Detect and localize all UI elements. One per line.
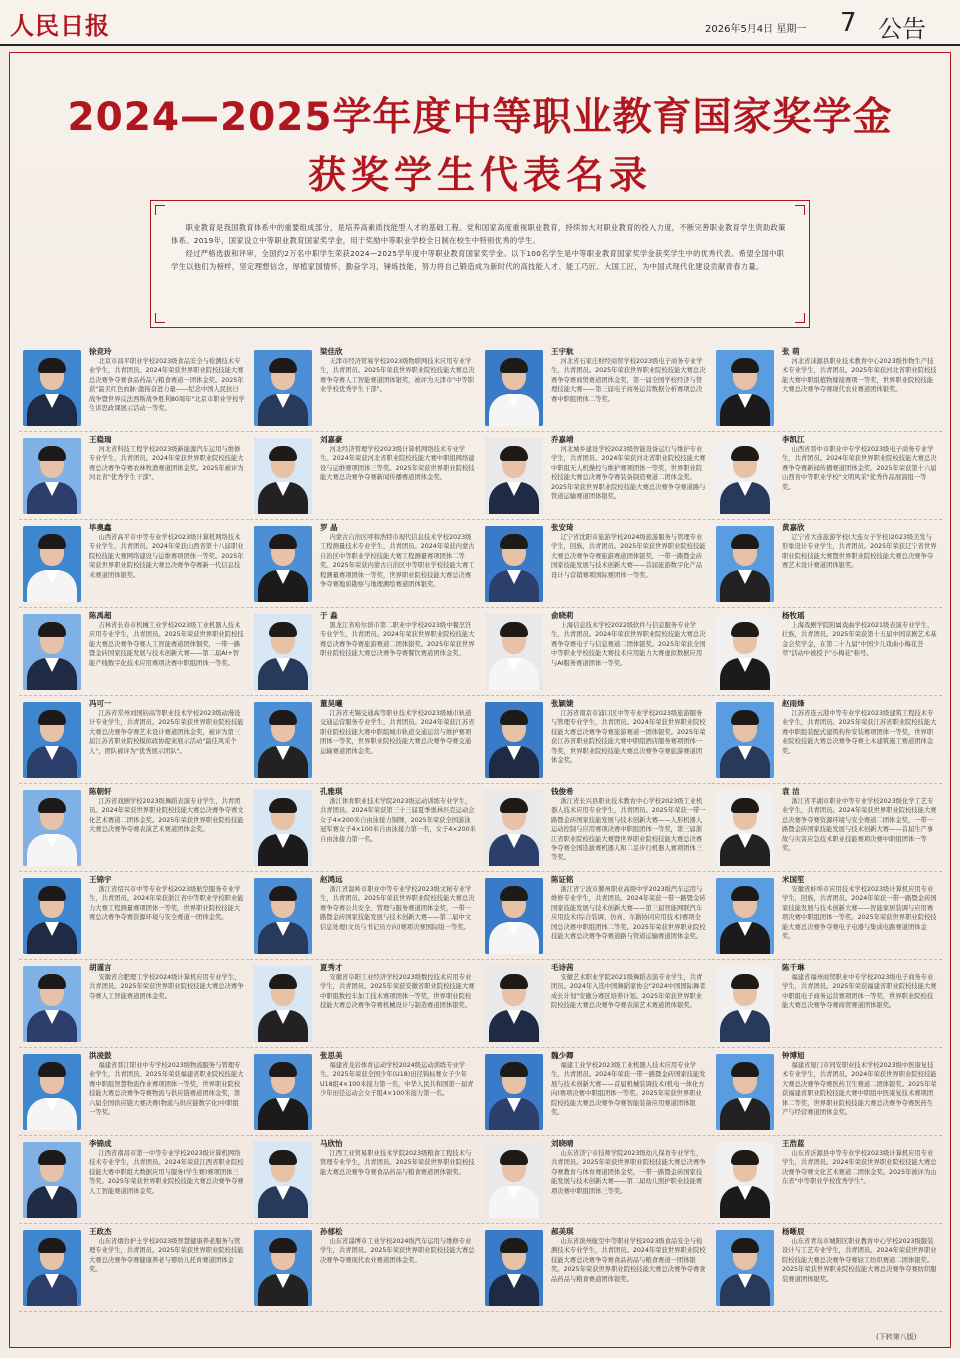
student-entry bbox=[250, 784, 480, 872]
student-entry bbox=[712, 784, 942, 872]
student-name: 于 淼 bbox=[320, 611, 338, 620]
student-entry bbox=[250, 520, 480, 608]
student-entry bbox=[481, 1136, 711, 1224]
student-entry bbox=[712, 1048, 942, 1136]
student-entry bbox=[19, 784, 249, 872]
student-entry bbox=[712, 608, 942, 696]
student-name: 孔雅琪 bbox=[320, 787, 343, 796]
student-photo bbox=[716, 614, 774, 690]
student-photo bbox=[716, 966, 774, 1042]
student-description: 山东省淄博市工业学校2024级汽车运用与维修专业学生，共青团员。2025年荣获世界职业院校技能大赛总决赛争夺赛现代农业赛道团体金奖。 bbox=[320, 1238, 475, 1264]
student-description: 山西省晋中市职业中专学校2023级电子商务专业学生，共青团员。2024年荣获世界职业院校技能大赛总决赛争夺赛新闻传播赛道团体金奖。2025年荣获第十六届山西省中等职业学校"文明风采"优秀作品展演组一等奖。 bbox=[782, 446, 937, 491]
student-photo bbox=[716, 438, 774, 514]
student-photo bbox=[485, 350, 543, 426]
student-name: 张 萌 bbox=[782, 347, 800, 356]
issue-date: 2026年5月4日 星期一 bbox=[705, 24, 807, 35]
masthead bbox=[0, 0, 960, 46]
student-entry bbox=[250, 608, 480, 696]
student-photo bbox=[23, 966, 81, 1042]
student-photo bbox=[254, 1054, 312, 1130]
headline-line-2: 获奖学生代表名录 bbox=[307, 153, 652, 197]
student-name: 冯可一 bbox=[89, 699, 112, 708]
student-description: 浙江省温岭市职业中等专业学校2023级文秘专业学生，共青团员。2025年荣获世界职业院校技能大赛总决赛争夺赛公共安全、管理与服务赛道团体金奖，一带一路暨金砖国家技能发展与技术创新大赛——第二届中文信息处理(文员与书记员方向)赛项决赛国际组一等奖。 bbox=[320, 886, 475, 931]
student-entry bbox=[250, 432, 480, 520]
student-entry bbox=[712, 872, 942, 960]
student-photo bbox=[254, 438, 312, 514]
student-name: 陈证铭 bbox=[551, 875, 574, 884]
student-description: 北京市昌平职业学校2023级食品安全与检测技术专业学生，共青团员。2024年荣获世界职业院校技能大赛总决赛争夺赛食品药品与粮食赛道一团体金奖。2025年获"最美红色血脉·激扬奋进力量——纪念中国人民抗日战争暨世界反法西斯战争胜利80周年"北京市职业学校学生讲思政课展示活动一等奖。 bbox=[89, 358, 245, 413]
student-entry bbox=[19, 1048, 249, 1136]
student-photo bbox=[485, 966, 543, 1042]
student-photo bbox=[485, 1230, 543, 1306]
student-photo bbox=[254, 878, 312, 954]
student-name: 夏秀才 bbox=[320, 963, 343, 972]
student-entry bbox=[250, 696, 480, 784]
student-description: 安徽省合肥理工学校2024级计算机应用专业学生，共青团员。2025年荣获世界职业院校技能大赛总决赛争夺赛人工智能赛道团体金奖。 bbox=[89, 974, 244, 1000]
intro-paragraph-2: 经过严格选拔和评审，全国约2万名中职学生荣获2024—2025学年度中等职业教育国家奖学金。以下100名学生是中等职业教育国家奖学金获奖学生中的优秀代表。希望全国中职学生以他们为榜样，坚定理想信念，厚植家国情怀，勤奋学习，锤炼技能，努力将自己锻造成为新时代的高技能人才、能工巧匠、大国工匠，为中国式现代化建设贡献青春力量。 bbox=[171, 249, 785, 271]
student-name: 罗 晶 bbox=[320, 523, 338, 532]
student-entry bbox=[19, 608, 249, 696]
student-entry bbox=[481, 608, 711, 696]
student-description: 江苏省南京市浦口区中等专业学校2023级旅游服务与管理专业学生，共青团员。2024年荣获世界职业院校技能大赛总决赛争夺赛旅游赛道一团体银奖。2025年荣获江苏省职业院校技能大赛中职组酒店服务赛项团体一等奖，世界职业院校技能大赛总决赛争夺赛旅游赛道团体金奖。 bbox=[551, 710, 706, 765]
student-description: 山东省济宁市技师学院2023级幼儿保育专业学生，共青团员。2025年荣获世界职业院校技能大赛总决赛争夺赛教育与体育赛道团体金奖，一带一路暨金砖国家技能发展与技术创新大赛——第二届幼儿照护职业技能赛项决赛中职组团体三等奖。 bbox=[551, 1150, 706, 1195]
student-entry bbox=[19, 1136, 249, 1224]
student-photo bbox=[23, 1142, 81, 1218]
student-name: 马欣怡 bbox=[320, 1139, 343, 1148]
student-name: 杨牧瑶 bbox=[782, 611, 805, 620]
student-description: 河北省石家庄财经商贸学校2023级电子商务专业学生，共青团员。2025年荣获世界职业院校技能大赛总决赛争夺赛商贸赛道团体金奖，第一届全国学校经济与管理技能大赛——第三届电子商务运营数据分析赛项总决赛中职组团体二等奖。 bbox=[551, 358, 706, 403]
page-number: 7 bbox=[840, 8, 857, 38]
student-name: 王稳瑞 bbox=[89, 435, 112, 444]
student-name: 洪凌鼓 bbox=[89, 1051, 112, 1060]
student-photo bbox=[23, 526, 81, 602]
student-description: 浙江省宁波市鄞州职业高级中学2023级汽车运用与维修专业学生，共青团员。2024年荣获一带一路暨金砖国家技能发展与技术创新大赛——第三届智能网联汽车应用技术(综合装调、仿真、车路协同应用技术)赛项全国总决赛中职组团体二等奖。2025年荣获世界职业院校技能大赛总决赛争夺赛道路与管道运输赛道团体金奖。 bbox=[551, 886, 706, 941]
student-photo bbox=[485, 878, 543, 954]
student-entry bbox=[19, 872, 249, 960]
student-description: 福建工业学校2023级工业机器人技术应用专业学生，共青团员。2024年荣获一带一路暨金砖国家技能发展与技术创新大赛——首届机械装调技术(机电一体化方向)赛项决赛中职组团体一等奖。2025年荣获世界职业院校技能大赛总决赛争夺赛智能装备应用赛道团体银奖。 bbox=[551, 1062, 706, 1117]
student-photo bbox=[254, 1230, 312, 1306]
continued-note: (下转第八版) bbox=[876, 1333, 917, 1341]
student-entry bbox=[19, 520, 249, 608]
student-photo bbox=[23, 1054, 81, 1130]
student-name: 梁佳欣 bbox=[320, 347, 343, 356]
student-name: 王锦宇 bbox=[89, 875, 112, 884]
student-entry bbox=[712, 696, 942, 784]
student-entry bbox=[481, 1048, 711, 1136]
student-name: 张安琦 bbox=[551, 523, 574, 532]
student-entry bbox=[712, 960, 942, 1048]
student-description: 浙江体育职业技术学院2023级运动训练专业学生，共青团员。2024年荣获第三十三届夏季奥林匹克运动会女子4×200米自由泳接力铜牌，2025年荣获全国游泳冠军赛女子4×100米自由泳接力第一名，女子4×200米自由泳接力第一名。 bbox=[320, 798, 476, 843]
student-name: 乔嘉靖 bbox=[551, 435, 574, 444]
student-entry bbox=[481, 344, 711, 432]
student-name: 钟博旭 bbox=[782, 1051, 805, 1060]
student-description: 福建省龙岩体育运动学校2024级运动训练专业学生。2025年荣获全国少年(U18)田径锦标赛女子少年U18组4×100米接力第一名，中华人民共和国第一届青少年田径运动会女子组4×100米接力第一名。 bbox=[320, 1062, 474, 1098]
student-name: 刘晓晴 bbox=[551, 1139, 574, 1148]
student-photo bbox=[254, 614, 312, 690]
student-name: 李凯江 bbox=[782, 435, 805, 444]
newspaper-logo: 人民日报 bbox=[10, 11, 110, 40]
student-entry bbox=[250, 960, 480, 1048]
student-photo bbox=[23, 614, 81, 690]
student-entry bbox=[712, 1224, 942, 1312]
student-entry bbox=[250, 1048, 480, 1136]
student-photo bbox=[716, 350, 774, 426]
student-photo bbox=[716, 878, 774, 954]
headline-line-1: 2024—2025学年度中等职业教育国家奖学金 bbox=[67, 95, 893, 140]
student-entry bbox=[250, 344, 480, 432]
student-entry bbox=[481, 432, 711, 520]
student-photo bbox=[23, 878, 81, 954]
student-description: 天津市经济贸易学校2023级物联网技术应用专业学生，共青团员。2025年荣获世界职业院校技能大赛总决赛争夺赛人工智能赛道团体银奖，被评为天津市"中等职业学校优秀学生干部"。 bbox=[320, 358, 475, 394]
section-name: 公告 bbox=[878, 15, 926, 43]
student-photo bbox=[485, 526, 543, 602]
intro-paragraph-1: 职业教育是我国教育体系中的重要组成部分，是培养高素质技能型人才的基础工程。党和国家高度重视职业教育，持续加大对职业教育的投入力度，不断完善职业教育学生资助政策体系。2019年，国家设立中等职业教育国家奖学金，用于奖励中等职业学校全日制在校生中特别优秀的学生。 bbox=[171, 223, 786, 245]
student-photo bbox=[23, 1230, 81, 1306]
student-description: 福建省厦门市同安职业技术学校2023级中医康复技术专业学生，共青团员。2024年荣获世界职业院校技能大赛总决赛争夺赛医药卫生赛道二团体银奖。2025年荣获福建省职业院校技能大赛中职组中医康复技术赛项团体二等奖，世界职业院校技能大赛总决赛争夺赛医药生产与经营赛道团体金奖。 bbox=[782, 1062, 937, 1117]
student-photo bbox=[23, 790, 81, 866]
student-photo bbox=[485, 438, 543, 514]
student-name: 胡谨言 bbox=[89, 963, 112, 972]
student-description: 上海信息技术学校2022级软件与信息服务专业学生，共青团员。2024年荣获世界职业院校技能大赛总决赛争夺赛电子与信息赛道二团体银奖。2025年荣获全国中等职业学校技能大赛技术应用能力大赛虚拟数据应用与AI服务赛道团体一等奖。 bbox=[551, 622, 706, 667]
student-name: 徐竞玲 bbox=[89, 347, 112, 356]
student-name: 张思美 bbox=[320, 1051, 343, 1060]
student-name: 陈朝轩 bbox=[89, 787, 112, 796]
student-photo bbox=[716, 1142, 774, 1218]
student-entry bbox=[250, 872, 480, 960]
student-name: 张颖婕 bbox=[551, 699, 574, 708]
student-photo bbox=[716, 702, 774, 778]
student-name: 钱俊希 bbox=[551, 787, 574, 796]
student-description: 江苏省连云港中等专业学校2023级建筑工程技术专业学生，共青团员。2025年荣获江苏省职业院校技能大赛中职组装配式建筑构件安装赛项团体一等奖，世界职业院校技能大赛总决赛争夺赛土木建筑施工赛道团体金奖。 bbox=[782, 710, 937, 755]
student-description: 黑龙江省哈尔滨市第二职业中学校2023级中餐烹饪专业学生，共青团员。2024年荣获世界职业院校技能大赛总决赛争夺赛旅游赛道二团体银奖。2025年荣获世界职业院校技能大赛总决赛争夺赛餐饮赛道团体金奖。 bbox=[320, 622, 475, 658]
student-entry bbox=[481, 784, 711, 872]
student-photo bbox=[485, 702, 543, 778]
student-description: 江苏省无锡交通高等职业技术学校2023级城市轨道交通运营服务专业学生，共青团员。2024年荣获江苏省职业院校技能大赛中职组城市轨道交通运营与维护赛项团体一等奖，世界职业院校技能大赛总决赛争夺赛交通运输赛道团体金奖。 bbox=[320, 710, 475, 755]
student-description: 福建省晋江职业中专学校2023级物流服务与管理专业学生，共青团员。2025年荣获福建省职业院校技能大赛中职组智慧物流作业赛项团体一等奖，世界职业院校技能大赛总决赛争夺赛物流与供应链赛道团体金奖，第六届全国供应链大赛决赛(物流与供应链数字化)中职组一等奖。 bbox=[89, 1062, 244, 1117]
student-photo bbox=[23, 350, 81, 426]
student-photo bbox=[716, 1230, 774, 1306]
student-photo bbox=[254, 1142, 312, 1218]
student-description: 吉林省长春市机械工业学校2023级工业机器人技术应用专业学生，共青团员。2025年荣获世界职业院校技能大赛总决赛争夺赛人工智能赛道团体铜奖，一带一路暨金砖国家技能发展与技术创新大赛——第二届AI+智能产线数字化技术应用赛项决赛中职组团体一等奖。 bbox=[89, 622, 244, 667]
student-description: 河北省涞源县职业技术教育中心2023级作物生产技术专业学生，共青团员。2025年荣获河北省职业院校技能大赛中职组植物嫁接赛项一等奖，世界职业院校技能大赛总决赛争夺赛现代农业赛道团体银奖。 bbox=[782, 358, 937, 394]
student-name: 黄嘉欣 bbox=[782, 523, 805, 532]
student-photo bbox=[23, 438, 81, 514]
student-name: 米国笙 bbox=[782, 875, 805, 884]
student-entry bbox=[712, 520, 942, 608]
student-description: 河北经济管理学校2023级计算机网络技术专业学生。2024年荣获河北省职业院校技能大赛中职组网络建设与运维赛项团体三等奖。2025年荣获世界职业院校技能大赛总决赛争夺赛新闻传播赛道团体金奖。 bbox=[320, 446, 475, 482]
student-description: 江西工业贸易职业技术学院2023级粮食工程技术与管理专业学生，共青团员。2025年荣获世界职业院校技能大赛总决赛争夺赛食品药品与粮食赛道团体银奖。 bbox=[320, 1150, 475, 1176]
student-description: 浙江省长兴县职业技术教育中心学校2023级工业机器人技术应用专业学生，共青团员。2025年荣获一带一路暨金砖国家技能发展与技术创新大赛——人形机器人运动控制与应用赛项决赛中职组团体一等奖，第三届浙江省职业院校技能大赛暨世界职业院校技能大赛总决赛争夺赛全国选拔赛机器人和二足步行机器人赛项团体三等奖。 bbox=[551, 798, 706, 862]
student-name: 王浩蓝 bbox=[782, 1139, 805, 1148]
student-grid bbox=[19, 344, 941, 1314]
student-description: 山东省青岛市城阳区职业教育中心学校2023级服装设计与工艺专业学生，共青团员。2024年荣获世界职业院校技能大赛总决赛争夺赛轻工纺织赛道二团体银奖。2025年荣获世界职业院校技能大赛总决赛争夺赛纺织服装赛道团体银奖。 bbox=[782, 1238, 937, 1283]
student-name: 袁 洁 bbox=[782, 787, 800, 796]
student-photo bbox=[716, 1054, 774, 1130]
student-name: 刘嘉豪 bbox=[320, 435, 343, 444]
student-name: 毛诗茜 bbox=[551, 963, 574, 972]
student-entry bbox=[250, 1136, 480, 1224]
student-description: 江苏省常州刘国钧高等职业技术学校2023级动漫设计专业学生，共青团员。2025年荣获世界职业院校技能大赛总决赛争夺赛艺术设计赛道团体金奖，被评为第三届江苏省职业院校模拟政协提案展示活动"最佳风采个人"，团队被评为"优秀展示团队"。 bbox=[89, 710, 244, 755]
student-name: 杨晰辰 bbox=[782, 1227, 805, 1236]
student-photo bbox=[254, 526, 312, 602]
student-entry bbox=[481, 872, 711, 960]
student-entry bbox=[481, 520, 711, 608]
student-entry bbox=[712, 344, 942, 432]
student-entry bbox=[481, 1224, 711, 1312]
student-name: 赵鸿远 bbox=[320, 875, 343, 884]
student-photo bbox=[254, 702, 312, 778]
student-entry bbox=[19, 960, 249, 1048]
student-name: 李锦成 bbox=[89, 1139, 112, 1148]
student-name: 董昊曦 bbox=[320, 699, 343, 708]
student-description: 山东省滨州航空中等职业学校2023级食品安全与检测技术专业学生，共青团员。2024年荣获世界职业院校技能大赛总决赛争夺赛食品药品与粮食赛道一团体银奖。2025年荣获世界职业院校技能大赛总决赛争夺赛食品药品与粮食赛道团体银奖。 bbox=[551, 1238, 706, 1283]
student-description: 安徽省蚌埠市应用技术学校2023级计算机应用专业学生，回族，共青团员。2024年荣获一带一路暨金砖国家技能发展与技术创新大赛——智能家居装调与应用赛项决赛中职组团体一等奖。2025年荣获世界职业院校技能大赛总决赛争夺赛电子电器与集成电路赛道团体金奖。 bbox=[782, 886, 937, 941]
student-description: 上海戏剧学院附属戏曲学校2021级表演专业学生，壮族，共青团员。2025年荣获第十五届中国京剧艺术基金会奖学金，在第二十九届"中国少儿戏曲小梅花荟萃"活动中被授予"小梅花"称号。 bbox=[782, 622, 937, 658]
student-name: 魏少卿 bbox=[551, 1051, 574, 1060]
corner-ornament bbox=[795, 313, 805, 323]
student-description: 浙江省绍兴市中等专业学校2023级航空服务专业学生，共青团员。2024年荣获浙江省中等职业学校职业能力大赛工程测量赛项团体一等奖，世界职业院校技能大赛总决赛争夺赛资源环境与安全赛道一团体金奖。 bbox=[89, 886, 244, 922]
student-description: 安徽艺术职业学院2021级舞蹈表演专业学生，共青团员。2024年入选中国舞蹈家协会"2024中国国际舞者成长计划"安徽分赛区培养计划。2025年荣获世界职业院校技能大赛总决赛争夺赛表演艺术赛道团体银奖。 bbox=[551, 974, 706, 1010]
student-entry bbox=[19, 344, 249, 432]
student-description: 浙江省平湖市职业中等专业学校2023级化学工艺专业学生，共青团员。2024年荣获世界职业院校技能大赛总决赛争夺赛资源环境与安全赛道二团体金奖，一带一路暨金砖国家技能发展与技术创新大赛——首届生产事故与灾害应急技术职业技能赛项决赛中职组团体一等奖。 bbox=[782, 798, 937, 853]
student-description: 辽宁省沈阳市旅游学校2024级旅游服务与管理专业学生，回族，共青团员。2025年荣获世界职业院校技能大赛总决赛争夺赛旅游赛道团体银奖，一带一路暨金砖国家技能发展与技术创新大赛——首届旅游数字化产品设计与营销赛项国际赛团体一等奖。 bbox=[551, 534, 706, 579]
student-description: 山东省沂源县中等专业学校2023级计算机应用专业学生，共青团员。2024年荣获世界职业院校技能大赛总决赛争夺赛文化艺术赛道二团体金奖。2025年被评为山东省"中等职业学校优秀学生"。 bbox=[782, 1150, 937, 1186]
student-entry bbox=[19, 696, 249, 784]
student-entry bbox=[481, 960, 711, 1048]
student-description: 山东省烟台护士学校2023级智慧健康养老服务与管理专业学生，共青团员。2025年荣获世界职业院校技能大赛总决赛争夺赛健康养老与婴幼儿托育赛道团体金奖。 bbox=[89, 1238, 244, 1274]
student-photo bbox=[254, 966, 312, 1042]
student-photo bbox=[485, 614, 543, 690]
corner-ornament bbox=[795, 205, 805, 215]
student-photo bbox=[485, 790, 543, 866]
student-name: 孙郁松 bbox=[320, 1227, 343, 1236]
student-name: 王宇航 bbox=[551, 347, 574, 356]
student-photo bbox=[23, 702, 81, 778]
corner-ornament bbox=[155, 313, 165, 323]
student-entry bbox=[712, 432, 942, 520]
student-name: 郝美琪 bbox=[551, 1227, 574, 1236]
student-photo bbox=[716, 790, 774, 866]
student-description: 安徽省阜阳工业经济学校2023级数控技术应用专业学生，共青团员。2025年荣获安徽省职业院校技能大赛中职组数控车加工技术赛项团体一等奖，世界职业院校技能大赛总决赛争夺赛机械设计与制造赛道团体银奖。 bbox=[320, 974, 475, 1010]
student-description: 辽宁省大连旅游学校(大连女子学校)2023级美发与形象设计专业学生，共青团员。2025年荣获辽宁省世界职业院校技能大赛暨世界职业院校技能大赛总决赛争夺赛艺术设计赛道团体银奖。 bbox=[782, 534, 937, 570]
student-photo bbox=[254, 350, 312, 426]
student-photo bbox=[485, 1142, 543, 1218]
student-name: 王政杰 bbox=[89, 1227, 112, 1236]
student-entry bbox=[481, 696, 711, 784]
intro-box bbox=[150, 200, 810, 328]
student-description: 山西省高平市中等专业学校2023级计算机网络技术专业学生，共青团员。2024年荣获山西省第十八届职业院校技能大赛网络建设与运维赛项团体一等奖。2025年荣获世界职业院校技能大赛总决赛争夺赛新一代信息技术赛道团体银奖。 bbox=[89, 534, 244, 579]
student-entry bbox=[712, 1136, 942, 1224]
student-description: 江苏省戏剧学校2023级舞蹈表演专业学生，共青团员。2024年荣获世界职业院校技能大赛总决赛争夺赛文化艺术赛道二团体金奖。2025年荣获世界职业院校技能大赛总决赛争夺赛表演艺术赛道团体金奖。 bbox=[89, 798, 244, 834]
student-name: 俞晓莉 bbox=[551, 611, 574, 620]
student-description: 内蒙古自治区呼和浩特市现代信息技术学校2023级工程测量技术专业学生，共青团员。2024年荣获内蒙古自治区中等职业学校技能大赛工程测量赛项团体二等奖。2025年荣获内蒙古自治区中等职业学校技能大赛工程测量赛项团体一等奖，世界职业院校技能大赛总决赛争夺赛地质勘察与地理测绘赛道团体银奖。 bbox=[320, 534, 475, 589]
student-entry bbox=[19, 1224, 249, 1312]
student-name: 陈禹超 bbox=[89, 611, 112, 620]
student-name: 陈千琳 bbox=[782, 963, 805, 972]
student-entry bbox=[250, 1224, 480, 1312]
student-description: 河北省科技工程学校2023级新能源汽车运用与维修专业学生，共青团员。2024年荣获世界职业院校技能大赛总决赛争夺赛农林牧渔赛道团体金奖。2025年被评为河北省"优秀学生干部"。 bbox=[89, 446, 244, 482]
corner-ornament bbox=[155, 205, 165, 215]
student-photo bbox=[254, 790, 312, 866]
student-description: 福建省福州商贸职业中专学校2023级电子商务专业学生，共青团员。2025年荣获福建省职业院校技能大赛中职组电子商务运营赛项团体一等奖，世界职业院校技能大赛总决赛争夺赛商贸赛道团体银奖。 bbox=[782, 974, 937, 1010]
student-photo bbox=[485, 1054, 543, 1130]
student-name: 毕奥鑫 bbox=[89, 523, 112, 532]
student-entry bbox=[19, 432, 249, 520]
student-photo bbox=[716, 526, 774, 602]
student-description: 江西省南昌市第一中等专业学校2023级计算机网络技术专业学生，共青团员。2024年荣获江西省职业院校技能大赛中职组大数据应用与服务(学生赛)赛项团体三等奖。2025年荣获世界职业院校技能大赛总决赛争夺赛人工智能赛道团体金奖。 bbox=[89, 1150, 244, 1195]
student-description: 河北城乡建设学校2023级智能设备运行与维护专业学生，共青团员。2024年荣获河北省职业院校技能大赛中职组无人机操控与维护赛项团体一等奖，世界职业院校技能大赛总决赛争夺赛装备制造赛道二团体金奖。2025年荣获世界职业院校技能大赛总决赛争夺赛道路与管道运输赛道团体银奖。 bbox=[551, 446, 706, 501]
student-name: 赵雨烽 bbox=[782, 699, 805, 708]
